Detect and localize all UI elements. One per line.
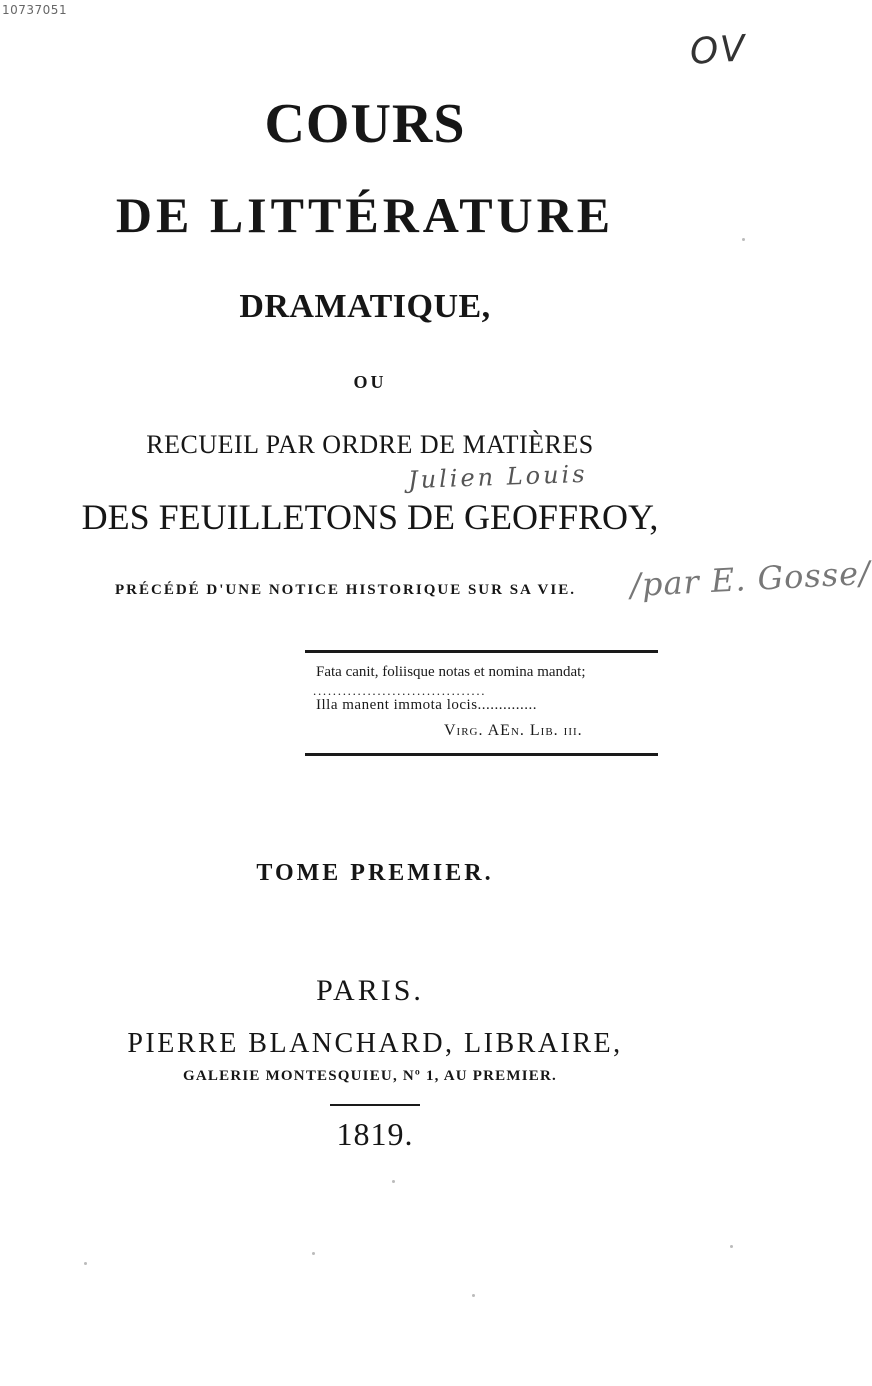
imprint-rule xyxy=(330,1104,420,1106)
epigraph-ellipsis-line: ................................... xyxy=(313,683,487,698)
title-connector-ou: OU xyxy=(353,372,387,392)
paper-speck xyxy=(84,1262,87,1265)
imprint-city: PARIS. xyxy=(316,974,424,1007)
title-line-cours: COURS xyxy=(264,93,466,155)
paper-speck xyxy=(742,238,745,241)
paper-speck xyxy=(392,1180,395,1183)
imprint-address: GALERIE MONTESQUIEU, Nº 1, AU PREMIER. xyxy=(183,1068,557,1084)
title-line-feuilletons: DES FEUILLETONS DE GEOFFROY, xyxy=(81,497,659,537)
handwritten-shelf-mark: OV xyxy=(688,28,749,73)
epigraph-top-rule xyxy=(305,650,658,653)
handwritten-name-annotation: Julien Louis xyxy=(407,459,588,495)
scan-id-label: 10737051 xyxy=(2,3,68,17)
paper-speck xyxy=(730,1245,733,1248)
epigraph-line-1: Fata canit, foliisque notas et nomina mandat; xyxy=(316,664,586,680)
title-line-recueil: RECUEIL PAR ORDRE DE MATIÈRES xyxy=(146,430,594,459)
paper-speck xyxy=(312,1252,315,1255)
title-line-dramatique: DRAMATIQUE, xyxy=(239,288,491,325)
imprint-year: 1819. xyxy=(336,1116,414,1152)
epigraph-bottom-rule xyxy=(305,753,658,756)
volume-label: TOME PREMIER. xyxy=(256,860,494,886)
epigraph-line-2: Illa manent immota locis.............. xyxy=(316,697,538,713)
paper-speck xyxy=(472,1294,475,1297)
title-line-litterature: DE LITTÉRATURE xyxy=(115,187,615,243)
subtitle-notice: PRÉCÉDÉ D'UNE NOTICE HISTORIQUE SUR SA VIE. xyxy=(115,582,576,598)
handwritten-attribution-annotation: /par E. Gosse/ xyxy=(629,553,872,605)
epigraph-attribution: Virg. AEn. Lib. iii. xyxy=(444,722,583,739)
imprint-publisher: PIERRE BLANCHARD, LIBRAIRE, xyxy=(127,1028,623,1059)
